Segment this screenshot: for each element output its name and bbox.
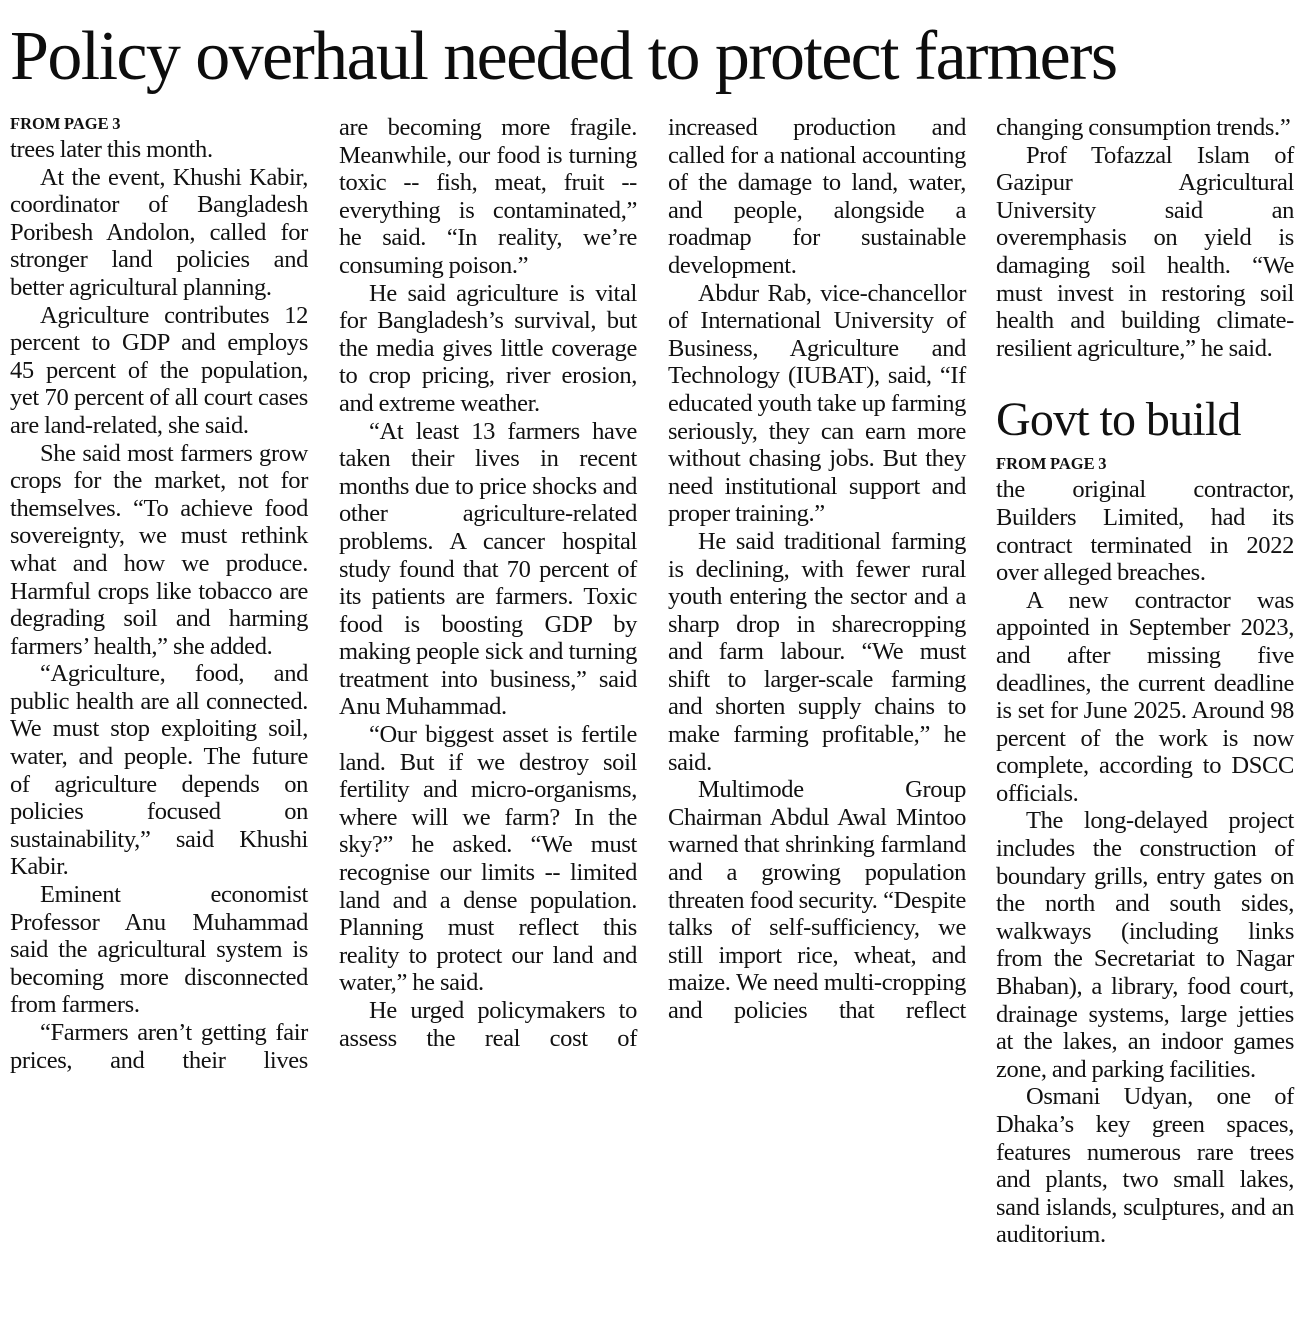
paragraph: Eminent economist Professor Anu Muhammad said the agricultural system is becoming more disconnected from farmers.: [10, 881, 308, 1019]
article-column-4: [996, 114, 1294, 1249]
headline: Policy overhaul needed to protect farmers: [10, 18, 1117, 95]
paragraph: Abdur Rab, vice-chancellor of International University of Business, Agriculture and Technology (IUBAT), said, “If educated youth take up farming seriously, they can earn more without chasing jobs. But they need institutional support and proper training.”: [668, 279, 966, 528]
paragraph: Multimode Group Chairman Abdul Awal Mintoo warned that shrinking farmland and a growing population threaten food security. “Despite talks of self-sufficiency, we still import rice, wheat, and maize. We need multi-cropping and policies that reflect: [668, 776, 966, 1024]
paragraph: At the event, Khushi Kabir, coordinator of Bangladesh Poribesh Andolon, called for stronger land policies and better agricultural planning.: [10, 163, 308, 301]
article-column-3: [668, 114, 966, 1025]
paragraph: increased production and called for a national accounting of the damage to land, water, and people, alongside a roadmap for sustainable development.: [668, 114, 966, 279]
article-column-1: [10, 114, 308, 1074]
article-column-2: [339, 114, 637, 1052]
second-story-headline: Govt to build: [996, 393, 1241, 447]
paragraph: trees later this month.: [10, 136, 213, 163]
paragraph: changing consumption trends.”: [996, 114, 1291, 141]
paragraph: A new contractor was appointed in September 2023, and after missing five deadlines, the current deadline is set for June 2025. Around 98 percent of the work is now complete, according to DSCC officials.: [996, 586, 1294, 807]
paragraph: “At least 13 farmers have taken their lives in recent months due to price shocks and other agriculture-related problems. A cancer hospital study found that 70 percent of its patients are farmers. Toxic food is boosting GDP by making people sick and turning treatment into business,” said Anu Muhammad.: [339, 417, 637, 721]
paragraph: He said agriculture is vital for Bangladesh’s survival, but the media gives little coverage to crop pricing, river erosion, and extreme weather.: [339, 279, 637, 417]
from-page-label: FROM PAGE 3: [10, 114, 121, 133]
paragraph: Agriculture contributes 12 percent to GDP and employs 45 percent of the population, yet 70 percent of all court cases are land-related, she said.: [10, 301, 308, 439]
paragraph: The long-delayed project includes the construction of boundary grills, entry gates on the north and south sides, walkways (including links from the Secretariat to Nagar Bhaban), a library, food court, drainage systems, large jetties at the lakes, an indoor games zone, and parking facilities.: [996, 807, 1294, 1083]
paragraph: She said most farmers grow crops for the market, not for themselves. “To achieve food sovereignty, we must rethink what and how we produce. Harmful crops like tobacco are degrading soil and harming farmers’ health,” she added.: [10, 439, 308, 660]
paragraph: the original contractor, Builders Limited, had its contract terminated in 2022 over alleged breaches.: [996, 476, 1294, 587]
from-page-label: FROM PAGE 3: [996, 454, 1107, 474]
paragraph: He urged policymakers to assess the real cost of: [339, 997, 637, 1052]
paragraph: are becoming more fragile. Meanwhile, our food is turning toxic -- fish, meat, fruit -- everything is contaminated,” he said. “In reality, we’re consuming poison.”: [339, 114, 637, 279]
paragraph: Prof Tofazzal Islam of Gazipur Agricultural University said an overemphasis on yield is damaging soil health. “We must invest in restoring soil health and building climate-resilient agriculture,” he said.: [996, 141, 1294, 362]
paragraph: “Our biggest asset is fertile land. But if we destroy soil fertility and micro-organisms, where will we farm? In the sky?” he asked. “We must recognise our limits -- limited land and a dense population. Planning must reflect this reality to protect our land and water,” he said.: [339, 721, 637, 997]
paragraph: “Agriculture, food, and public health are all connected. We must stop exploiting soil, water, and people. The future of agriculture depends on policies focused on sustainability,” said Khushi Kabir.: [10, 660, 308, 881]
paragraph: Osmani Udyan, one of Dhaka’s key green spaces, features numerous rare trees and plants, two small lakes, sand islands, sculptures, and an auditorium.: [996, 1083, 1294, 1249]
paragraph: He said traditional farming is declining, with fewer rural youth entering the sector and a sharp drop in sharecropping and farm labour. “We must shift to larger-scale farming and shorten supply chains to make farming profitable,” he said.: [668, 527, 966, 776]
paragraph: “Farmers aren’t getting fair prices, and their lives: [10, 1019, 308, 1074]
